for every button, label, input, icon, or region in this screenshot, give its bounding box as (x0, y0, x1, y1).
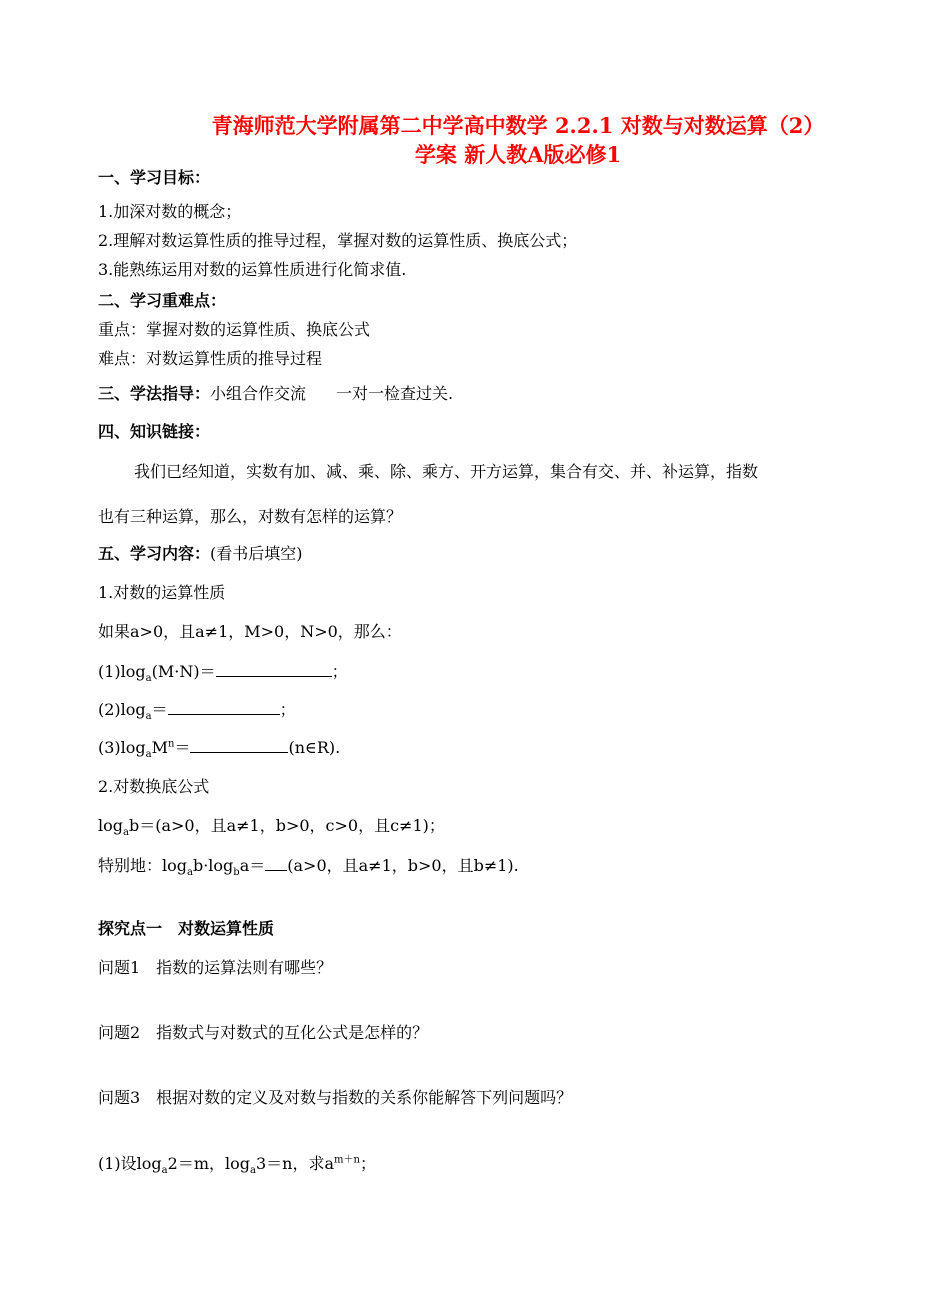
section5-line (98, 543, 303, 565)
fill-blank-2[interactable] (168, 698, 280, 715)
log-condition: 如果a>0，且a≠1，M>0，N>0，那么： (98, 622, 402, 641)
fill-blank-3[interactable] (190, 736, 288, 753)
change-of-base-formula: $\log_ab=(a>0$，且a≠1，b>0，c>0，且c≠1)； (98, 816, 445, 839)
change-of-base-title: 2.对数换底公式 (98, 777, 210, 796)
section5-note: (看书后填空) (210, 544, 303, 563)
formula-3: $(3)\log_aM^n=$ (n∈R). (98, 738, 341, 761)
question-3: 问题3 根据对数的定义及对数与指数的关系你能解答下列问题吗？ (98, 1088, 573, 1107)
fill-blank-1[interactable] (216, 660, 332, 677)
section5-heading: 五、学习内容： (98, 544, 211, 563)
formula-2: $(2)\log_a=$ ； (98, 700, 296, 723)
key-point: 重点：掌握对数的运算性质、换底公式 (98, 320, 371, 339)
section4-heading: 四、知识链接： (98, 422, 211, 441)
formula-1: $(1)\log_a(M\cdot N)=$ ； (98, 662, 348, 685)
question-2: 问题2 指数式与对数式的互化公式是怎样的？ (98, 1023, 429, 1042)
objective-3: 3.能熟练运用对数的运算性质进行化简求值. (98, 260, 407, 279)
document-title-line2: 学案 新人教A版必修1 (414, 142, 622, 167)
document-title-line1: 青海师范大学附属第二中学高中数学 2.2.1 对数与对数运算（2） (211, 113, 825, 138)
section1-heading: 一、学习目标： (98, 168, 211, 187)
difficulty-point: 难点：对数运算性质的推导过程 (98, 349, 323, 368)
method-text-1: 小组合作交流 (210, 384, 307, 403)
question-1: 问题1 指数的运算法则有哪些？ (98, 958, 333, 977)
method-text-2: 一对一检查过关. (336, 384, 454, 403)
section2-heading: 二、学习重难点： (98, 291, 227, 310)
section3-heading: 三、学法指导： (98, 384, 211, 403)
log-properties-title: 1.对数的运算性质 (98, 583, 226, 602)
knowledge-para-line2: 也有三种运算，那么，对数有怎样的运算？ (98, 507, 403, 526)
explore-heading: 探究点一 对数运算性质 (98, 919, 275, 938)
special-case-formula: 特别地：$\log_ab\cdot\log_ba= (a>0$，且a≠1，b>0，且b≠1). (98, 856, 519, 879)
section3-line (98, 383, 453, 405)
problem-1: (1)设$\log_a2=m$，$\log_a3=n$，求$a^{m+n}$； (98, 1154, 376, 1177)
objective-2: 2.理解对数运算性质的推导过程，掌握对数的运算性质、换底公式； (98, 231, 578, 250)
objective-1: 1.加深对数的概念； (98, 202, 242, 221)
knowledge-para-line1: 我们已经知道，实数有加、减、乘、除、乘方、开方运算，集合有交、并、补运算，指数 (134, 462, 759, 481)
fill-blank-4[interactable] (265, 854, 287, 871)
